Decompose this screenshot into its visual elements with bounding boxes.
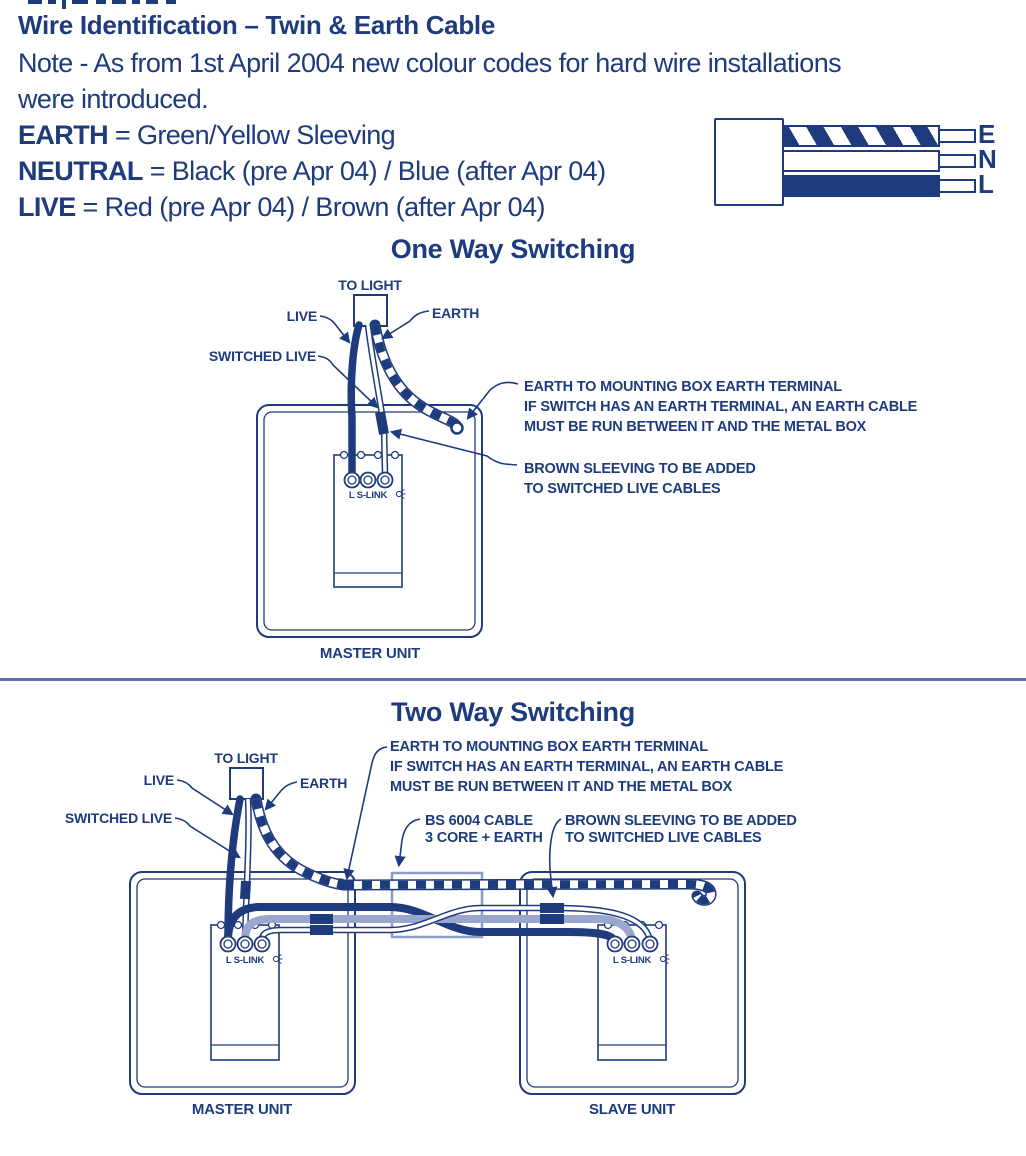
brown-sleeve (310, 914, 333, 924)
two-way-diagram (0, 735, 1026, 1156)
live-leader (177, 780, 232, 814)
code-term-live: LIVE (18, 192, 76, 222)
brown-sleeve (380, 412, 384, 434)
svg-text:MUST BE RUN BETWEEN IT AND THE: MUST BE RUN BETWEEN IT AND THE METAL BOX (524, 419, 867, 435)
svg-text:EARTH TO MOUNTING BOX EARTH TE: EARTH TO MOUNTING BOX EARTH TERMINAL (390, 739, 708, 755)
brown-sleeve (245, 881, 246, 899)
earth-letter: E (978, 119, 996, 149)
note-line-1: Note - As from 1st April 2004 new colour codes for hard wire installations (18, 48, 842, 78)
code-term-neutral: NEUTRAL (18, 156, 143, 186)
svg-text:TO SWITCHED LIVE CABLES: TO SWITCHED LIVE CABLES (524, 481, 721, 497)
neutral-letter: N (978, 144, 997, 174)
note-line-2: were introduced. (18, 84, 209, 114)
master-unit-label: MASTER UNIT (319, 645, 421, 662)
switched-live-wire (245, 799, 249, 940)
code-rest-earth: = Green/Yellow Sleeving (114, 120, 396, 150)
switched-live-label: SWITCHED LIVE (64, 810, 172, 826)
svg-text:BS 6004 CABLE: BS 6004 CABLE (425, 813, 533, 829)
brown-sleeving-note (392, 432, 756, 497)
svg-text:BROWN SLEEVING TO BE ADDED: BROWN SLEEVING TO BE ADDED (524, 461, 756, 477)
switched-live-leader (175, 818, 239, 857)
live-wire (780, 175, 940, 197)
earth-loop-end (452, 423, 463, 434)
code-line-live (18, 192, 545, 223)
svg-text:EARTH TO MOUNTING BOX EARTH TE: EARTH TO MOUNTING BOX EARTH TERMINAL (524, 379, 842, 395)
twin-earth-cable-illustration (712, 116, 1022, 208)
terminal-label-master: L S-LINK (225, 955, 265, 966)
clipped-text-fragment (0, 0, 220, 10)
earth-leader (266, 782, 297, 809)
slave-terminals (608, 937, 658, 952)
earth-wire-stripe (780, 125, 940, 147)
neutral-terminal-stub (938, 154, 976, 168)
to-light-label: TO LIGHT (214, 750, 278, 766)
earth-wire (375, 325, 463, 434)
terminals (345, 473, 393, 488)
live-terminal-stub (938, 179, 976, 193)
brown-sleeve (540, 914, 564, 924)
page-heading: Wire Identification – Twin & Earth Cable (18, 10, 496, 40)
master-unit-label: MASTER UNIT (191, 1101, 293, 1118)
two-way-title: Two Way Switching (391, 697, 635, 727)
brown-sleeve (540, 903, 564, 913)
to-light-label: TO LIGHT (338, 277, 402, 293)
live-label: LIVE (143, 772, 174, 788)
code-term-earth: EARTH (18, 120, 108, 150)
brown-sleeve (310, 925, 333, 935)
bs6004-cable-note (399, 813, 543, 865)
cable-sheath (714, 118, 784, 206)
earth-terminal-note (347, 739, 784, 878)
svg-text:BROWN SLEEVING TO BE ADDED: BROWN SLEEVING TO BE ADDED (565, 813, 797, 829)
live-label: LIVE (286, 308, 317, 324)
terminal-label-slave: L S-LINK (612, 955, 652, 966)
terminal-label: L S-LINK (348, 490, 388, 501)
master-terminals (221, 937, 270, 952)
slave-unit-label: SLAVE UNIT (588, 1101, 676, 1118)
svg-text:TO SWITCHED LIVE CABLES: TO SWITCHED LIVE CABLES (565, 830, 762, 846)
svg-text:IF SWITCH HAS AN EARTH TERMINA: IF SWITCH HAS AN EARTH TERMINAL, AN EARTH CABLE (524, 399, 918, 415)
earth-label: EARTH (300, 775, 348, 791)
one-way-title: One Way Switching (390, 234, 636, 264)
code-rest-live: = Red (pre Apr 04) / Brown (after Apr 04) (82, 192, 545, 222)
code-rest-neutral: = Black (pre Apr 04) / Blue (after Apr 04) (149, 156, 606, 186)
section-divider (0, 678, 1026, 681)
earth-label: EARTH (432, 305, 480, 321)
earth-terminal-stub (938, 129, 976, 143)
neutral-wire (780, 150, 940, 172)
live-leader (320, 316, 349, 342)
earth-terminal-note (468, 379, 918, 435)
live-letter: L (978, 169, 994, 199)
earth-leader (383, 311, 429, 338)
svg-text:3 CORE + EARTH: 3 CORE + EARTH (425, 830, 543, 846)
switched-live-label: SWITCHED LIVE (208, 348, 316, 364)
code-line-earth (18, 120, 395, 151)
one-way-diagram (0, 268, 1026, 670)
live-wire (351, 325, 359, 473)
svg-text:IF SWITCH HAS AN EARTH TERMINA: IF SWITCH HAS AN EARTH TERMINAL, AN EARTH CABLE (390, 759, 784, 775)
code-line-neutral (18, 156, 605, 187)
svg-text:MUST BE RUN BETWEEN IT AND THE: MUST BE RUN BETWEEN IT AND THE METAL BOX (390, 779, 733, 795)
switched-live-leader (318, 356, 377, 407)
